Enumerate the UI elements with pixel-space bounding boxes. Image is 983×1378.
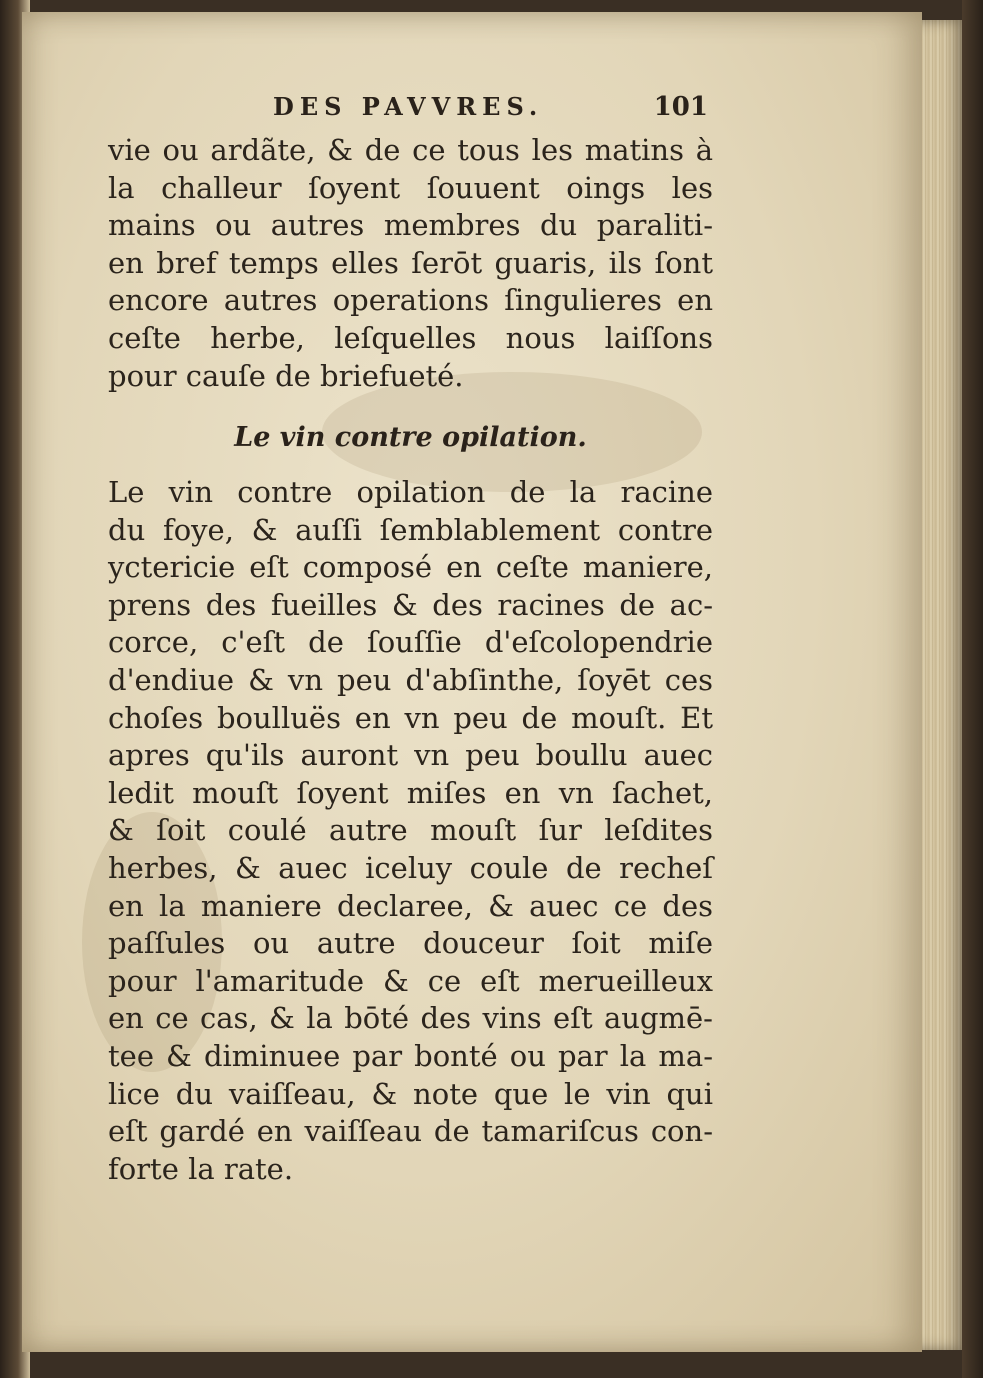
book-cover-edge <box>962 0 983 1378</box>
text-line: choſes boulluës en vn peu de mouſt. Et <box>108 700 713 735</box>
text-line: en la maniere declaree, & auec ce des <box>108 888 713 923</box>
text-line: paſſules ou autre douceur ſoit miſe <box>108 926 713 961</box>
text-line: ceſte herbe, leſquelles nous laiſſons <box>108 320 713 355</box>
section-heading: Le vin contre opilation. <box>234 422 587 453</box>
page-number: 101 <box>653 92 708 122</box>
text-line: en bref temps elles ſerōt guaris, ils ſont <box>108 245 713 280</box>
text-line: ledit mouſt ſoyent miſes en vn ſachet, <box>108 775 713 810</box>
text-line: pour cauſe de briefueté. <box>108 358 464 393</box>
text-line: prens des fueilles & des racines de ac- <box>108 587 713 622</box>
paragraph-2 <box>108 474 713 1188</box>
text-line: & ſoit coulé autre mouſt ſur leſdites <box>108 813 713 848</box>
text-line: encore autres operations ſingulieres en <box>108 283 713 318</box>
text-line: yctericie eſt composé en ceſte maniere, <box>108 550 713 585</box>
text-line: apres qu'ils auront vn peu boullu auec <box>108 738 713 773</box>
text-line: corce, c'eſt de ſouſſie d'eſcolopendrie <box>108 625 713 660</box>
text-line: lice du vaiſſeau, & note que le vin qui <box>108 1076 713 1111</box>
text-line: herbes, & auec iceluy coule de recheſ <box>108 850 713 885</box>
paragraph-1 <box>108 132 713 395</box>
text-line: pour l'amaritude & ce eſt merueilleux <box>108 963 713 998</box>
text-line: eſt gardé en vaiſſeau de tamariſcus con- <box>108 1114 713 1149</box>
text-line: mains ou autres membres du paraliti- <box>108 208 713 243</box>
text-line: du foye, & auſſi ſemblablement contre <box>108 512 713 547</box>
running-head: DES PAVVRES. <box>273 92 544 121</box>
text-line: en ce cas, & la bōté des vins eſt augmē- <box>108 1001 713 1036</box>
text-line: la challeur ſoyent ſouuent oings les <box>108 170 713 205</box>
text-line: Le vin contre opilation de la racine <box>108 475 713 509</box>
text-line: tee & diminuee par bonté ou par la ma- <box>108 1038 713 1073</box>
text-line: forte la rate. <box>108 1151 294 1186</box>
text-line: d'endiue & vn peu d'abſinthe, ſoyēt ces <box>108 662 713 697</box>
page-header <box>108 92 708 128</box>
text-line: vie ou ardãte, & de ce tous les matins à <box>108 133 713 167</box>
